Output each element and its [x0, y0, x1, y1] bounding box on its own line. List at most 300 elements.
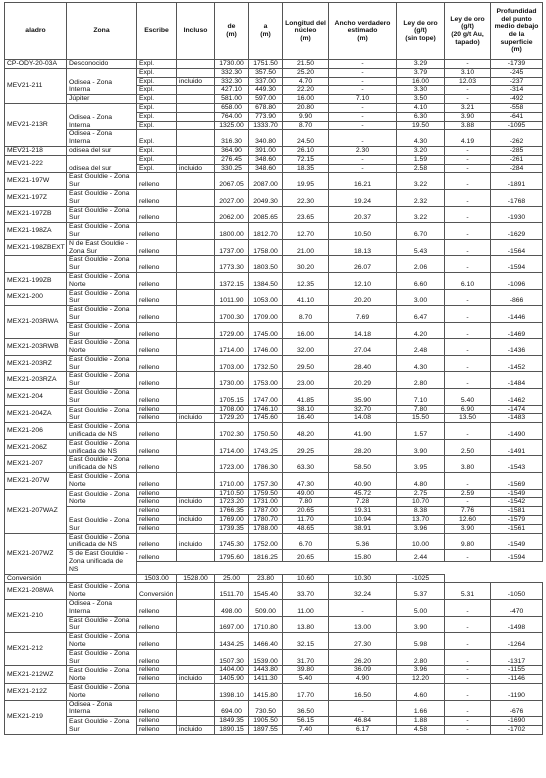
header-row [5, 3, 543, 60]
midpoint-depth-cell: -285 [491, 146, 543, 155]
core-length-cell: 8.70 [283, 306, 329, 323]
from-cell: 1723.20 [215, 498, 249, 507]
type-cell: relleno [137, 489, 177, 498]
true-width-cell: 58.50 [329, 456, 397, 473]
true-width-cell: - [329, 112, 397, 121]
true-width-cell: 7.10 [329, 95, 397, 104]
core-length-cell: 22.20 [283, 86, 329, 95]
type-cell: relleno [137, 306, 177, 323]
true-width-cell: 4.90 [329, 675, 397, 684]
type-cell: Conversión [137, 583, 177, 600]
midpoint-depth-cell: -492 [491, 95, 543, 104]
core-length-cell: 72.15 [283, 155, 329, 164]
midpoint-depth-cell: -314 [491, 86, 543, 95]
to-cell: 1384.50 [249, 272, 283, 289]
type-cell: relleno [137, 725, 177, 734]
gold-capped-cell: - [445, 339, 491, 356]
to-cell: 1466.40 [249, 633, 283, 650]
from-cell: 1890.15 [215, 725, 249, 734]
to-cell: 1745.00 [249, 322, 283, 339]
true-width-cell: 12.10 [329, 272, 397, 289]
gold-uncut-cell: 2.58 [397, 164, 445, 173]
gold-capped-cell: 3.21 [445, 103, 491, 112]
gold-uncut-cell: 15.50 [397, 414, 445, 423]
gold-capped-cell: - [445, 256, 491, 273]
table-row [5, 533, 543, 550]
type-cell: relleno [137, 439, 177, 456]
from-cell: 330.25 [215, 164, 249, 173]
core-length-cell: 29.50 [283, 355, 329, 372]
included-cell: incluido [177, 675, 215, 684]
gold-uncut-cell: 10.00 [397, 533, 445, 550]
to-cell: 1750.50 [249, 423, 283, 440]
type-cell: relleno [137, 189, 177, 206]
to-cell: 1752.00 [249, 533, 283, 550]
gold-capped-cell: - [445, 289, 491, 306]
hole-id-cell: MEV21-211 [5, 68, 67, 103]
true-width-cell: 23.80 [249, 574, 283, 583]
zone-cell: Júpiter [67, 95, 137, 104]
hole-id-cell: MEX21-203RWA [5, 306, 67, 339]
gold-uncut-cell: 10.60 [283, 574, 329, 583]
from-cell: 1729.20 [215, 414, 249, 423]
gold-uncut-cell: 5.98 [397, 633, 445, 650]
core-length-cell: 18.35 [283, 164, 329, 173]
from-cell: 1405.90 [215, 675, 249, 684]
included-cell: incluido [177, 516, 215, 525]
hole-id-cell: MEX21-210 [5, 600, 67, 633]
col-header-zone: Zona [67, 3, 137, 60]
gold-uncut-cell: 3.90 [397, 439, 445, 456]
zone-cell: East Gouldie - Zona Sur [67, 223, 137, 240]
gold-uncut-cell: 2.80 [397, 649, 445, 666]
to-cell: 1759.50 [249, 489, 283, 498]
type-cell: relleno [137, 405, 177, 414]
core-length-cell: 19.95 [283, 173, 329, 190]
hole-id-cell: MEX21-206 [5, 423, 67, 440]
midpoint-depth-cell: -558 [491, 103, 543, 112]
to-cell: 2085.65 [249, 206, 283, 223]
table-row [5, 600, 543, 617]
gold-capped-cell: - [445, 717, 491, 726]
type-cell: Expl. [137, 68, 177, 77]
hole-id-cell: MEX21-212WZ [5, 666, 67, 684]
to-cell: 1333.70 [249, 121, 283, 130]
zone-cell: East Gouldie - Zona Sur [67, 173, 137, 190]
hole-id-cell: MEX21-208WA [5, 583, 67, 600]
to-cell: 1751.50 [249, 60, 283, 69]
to-cell: 730.50 [249, 700, 283, 717]
midpoint-depth-cell: -1025 [397, 574, 445, 583]
table-row [5, 103, 543, 112]
type-cell: Expl. [137, 112, 177, 121]
type-cell: relleno [137, 600, 177, 617]
included-cell: incluido [177, 77, 215, 86]
gold-uncut-cell: 1.57 [397, 423, 445, 440]
true-width-cell: 28.40 [329, 355, 397, 372]
core-length-cell: 21.00 [283, 239, 329, 256]
zone-cell: Odisea - Zona Interna [67, 130, 137, 147]
from-cell: 1800.00 [215, 223, 249, 240]
hole-id-cell: MEX21-207W [5, 473, 67, 490]
zone-cell: East Gouldie - Zona Sur [67, 372, 137, 389]
gold-uncut-cell: 5.43 [397, 239, 445, 256]
gold-uncut-cell: 6.70 [397, 223, 445, 240]
hole-id-cell: MEX21-204ZA [5, 405, 67, 423]
type-cell: relleno [137, 173, 177, 190]
core-length-cell: 16.40 [283, 414, 329, 423]
table-row [5, 633, 543, 650]
table-row [5, 146, 543, 155]
midpoint-depth-cell: -1549 [491, 533, 543, 550]
hole-id-cell: MEX21-204 [5, 389, 67, 406]
from-cell: 1745.30 [215, 533, 249, 550]
gold-uncut-cell: 3.96 [397, 524, 445, 533]
gold-capped-cell: - [445, 306, 491, 323]
from-cell: 1849.35 [215, 717, 249, 726]
true-width-cell: - [329, 68, 397, 77]
gold-capped-cell: - [445, 164, 491, 173]
gold-uncut-cell: 3.79 [397, 68, 445, 77]
gold-uncut-cell: 2.06 [397, 256, 445, 273]
zone-cell: East Gouldie - Zona Norte [67, 666, 137, 684]
table-row [5, 289, 543, 306]
from-cell: 581.00 [215, 95, 249, 104]
included-cell [177, 256, 215, 273]
to-cell: 1746.00 [249, 339, 283, 356]
zone-cell: East Gouldie - Zona Sur [67, 256, 137, 273]
included-cell [177, 189, 215, 206]
zone-cell: East Gouldie - Zona Sur [67, 322, 137, 339]
type-cell: relleno [137, 717, 177, 726]
from-cell: 1434.25 [215, 633, 249, 650]
table-row [5, 189, 543, 206]
core-length-cell: 6.70 [283, 533, 329, 550]
to-cell: 340.80 [249, 130, 283, 147]
from-cell: 1739.35 [215, 524, 249, 533]
to-cell: 391.00 [249, 146, 283, 155]
true-width-cell: 16.21 [329, 173, 397, 190]
gold-capped-cell: 3.90 [445, 112, 491, 121]
from-cell: 1769.00 [215, 516, 249, 525]
gold-capped-cell: 3.10 [445, 68, 491, 77]
type-cell: Expl. [137, 155, 177, 164]
core-length-cell: 32.15 [283, 633, 329, 650]
gold-uncut-cell: 6.47 [397, 306, 445, 323]
included-cell [177, 155, 215, 164]
table-row [5, 574, 543, 583]
gold-capped-cell: 2.50 [445, 439, 491, 456]
table-row [5, 649, 543, 666]
included-cell [177, 95, 215, 104]
hole-id-cell: MEX21-199ZB [5, 272, 67, 289]
table-row [5, 372, 543, 389]
gold-capped-cell: - [445, 372, 491, 389]
row-spacer [137, 562, 543, 574]
gold-capped-cell: - [445, 86, 491, 95]
hole-id-cell: CP-ODY-20-03A [5, 60, 67, 69]
from-cell: 1705.15 [215, 389, 249, 406]
gold-uncut-cell: 5.00 [397, 600, 445, 617]
included-cell: incluido [177, 533, 215, 550]
gold-uncut-cell: 3.30 [397, 86, 445, 95]
gold-uncut-cell: 2.32 [397, 189, 445, 206]
core-length-cell: 47.30 [283, 473, 329, 490]
included-cell [177, 60, 215, 69]
gold-capped-cell: 5.31 [445, 583, 491, 600]
col-header-gold-capped: Ley de oro (g/t) (20 g/t Au, tapado) [445, 3, 491, 60]
to-cell: 2087.00 [249, 173, 283, 190]
to-cell: 597.00 [249, 95, 283, 104]
zone-cell: East Gouldie - Zona Sur [67, 405, 137, 423]
included-cell [177, 600, 215, 617]
core-length-cell: 5.40 [283, 675, 329, 684]
gold-uncut-cell: 19.50 [397, 121, 445, 130]
type-cell: Expl. [137, 103, 177, 112]
included-cell [177, 223, 215, 240]
core-length-cell: 63.30 [283, 456, 329, 473]
table-row [5, 272, 543, 289]
to-cell: 357.50 [249, 68, 283, 77]
zone-cell: East Gouldie - Zona Norte [67, 473, 137, 490]
zone-cell: East Gouldie - Zona Sur [67, 289, 137, 306]
type-cell: relleno [137, 616, 177, 633]
true-width-cell: 27.04 [329, 339, 397, 356]
gold-uncut-cell: 7.10 [397, 389, 445, 406]
type-cell: relleno [137, 223, 177, 240]
to-cell: 1443.80 [249, 666, 283, 675]
col-header-from: de (m) [215, 3, 249, 60]
to-cell: 678.80 [249, 103, 283, 112]
core-length-cell: 7.40 [283, 725, 329, 734]
midpoint-depth-cell: -1543 [491, 456, 543, 473]
table-body [5, 60, 543, 735]
to-cell: 1709.00 [249, 306, 283, 323]
zone-cell: East Gouldie - Zona Norte [67, 633, 137, 650]
from-cell: 1372.15 [215, 272, 249, 289]
type-cell: Expl. [137, 121, 177, 130]
core-length-cell: 16.00 [283, 95, 329, 104]
midpoint-depth-cell: -470 [491, 600, 543, 617]
from-cell: 1773.30 [215, 256, 249, 273]
type-cell: relleno [137, 498, 177, 507]
from-cell: 1700.30 [215, 306, 249, 323]
core-length-cell: 48.20 [283, 423, 329, 440]
gold-uncut-cell: 1.88 [397, 717, 445, 726]
type-cell: relleno [137, 550, 177, 562]
table-row [5, 306, 543, 323]
from-cell: 1507.30 [215, 649, 249, 666]
included-cell [177, 173, 215, 190]
core-length-cell: 7.80 [283, 498, 329, 507]
to-cell: 1803.50 [249, 256, 283, 273]
included-cell [177, 507, 215, 516]
core-length-cell: 12.70 [283, 223, 329, 240]
included-cell [177, 339, 215, 356]
gold-capped-cell: - [445, 666, 491, 675]
from-cell: 2062.00 [215, 206, 249, 223]
core-length-cell: 20.80 [283, 103, 329, 112]
gold-capped-cell: 3.80 [445, 456, 491, 473]
gold-uncut-cell: 6.60 [397, 272, 445, 289]
included-cell [177, 423, 215, 440]
included-cell [177, 130, 215, 147]
true-width-cell: - [329, 121, 397, 130]
table-row [5, 355, 543, 372]
true-width-cell: 40.90 [329, 473, 397, 490]
type-cell: relleno [137, 289, 177, 306]
midpoint-depth-cell: -1146 [491, 675, 543, 684]
drill-results-table [4, 2, 543, 735]
core-length-cell: 30.20 [283, 256, 329, 273]
included-cell [177, 372, 215, 389]
gold-capped-cell: - [445, 95, 491, 104]
type-cell: relleno [137, 649, 177, 666]
gold-capped-cell: 9.80 [445, 533, 491, 550]
midpoint-depth-cell: -1498 [491, 616, 543, 633]
to-cell: 1905.50 [249, 717, 283, 726]
to-cell: 1747.00 [249, 389, 283, 406]
midpoint-depth-cell: -1462 [491, 389, 543, 406]
from-cell: 1729.00 [215, 322, 249, 339]
true-width-cell: 7.28 [329, 498, 397, 507]
midpoint-depth-cell: -1484 [491, 372, 543, 389]
gold-capped-cell: 12.60 [445, 516, 491, 525]
gold-capped-cell: 5.40 [445, 389, 491, 406]
true-width-cell: 32.70 [329, 405, 397, 414]
core-length-cell: 31.70 [283, 649, 329, 666]
from-cell: 1737.00 [215, 239, 249, 256]
zone-cell: S de East Gouldie - Zona unificada de NS [67, 550, 137, 574]
to-cell: 509.00 [249, 600, 283, 617]
type-cell: relleno [137, 272, 177, 289]
gold-uncut-cell: 6.30 [397, 112, 445, 121]
included-cell [177, 473, 215, 490]
type-cell: Expl. [137, 77, 177, 86]
zone-cell: East Gouldie - Zona unificada de NS [67, 456, 137, 473]
from-cell: 2027.00 [215, 189, 249, 206]
hole-id-cell: MEX21-203RWB [5, 339, 67, 356]
included-cell [177, 103, 215, 112]
zone-cell: East Gouldie - Zona Sur [67, 189, 137, 206]
type-cell: relleno [137, 423, 177, 440]
included-cell: incluido [177, 725, 215, 734]
type-cell: Expl. [137, 130, 177, 147]
from-cell: 1511.70 [215, 583, 249, 600]
gold-uncut-cell: 3.22 [397, 173, 445, 190]
from-cell: 332.30 [215, 68, 249, 77]
table-row [5, 223, 543, 240]
zone-cell: East Gouldie - Zona Norte [67, 339, 137, 356]
type-cell: relleno [137, 666, 177, 675]
zone-cell: Odisea - Zona Interna [67, 700, 137, 717]
true-width-cell: - [329, 700, 397, 717]
type-cell: Expl. [137, 146, 177, 155]
core-length-cell: 20.65 [283, 507, 329, 516]
zone-cell: East Gouldie - Zona Sur [67, 616, 137, 633]
from-cell: 1708.00 [215, 405, 249, 414]
gold-uncut-cell: 4.10 [397, 103, 445, 112]
true-width-cell: - [329, 86, 397, 95]
included-cell [177, 666, 215, 675]
true-width-cell: - [329, 103, 397, 112]
true-width-cell: 7.69 [329, 306, 397, 323]
true-width-cell: 14.08 [329, 414, 397, 423]
type-cell: relleno [137, 322, 177, 339]
gold-uncut-cell: 3.50 [397, 95, 445, 104]
included-cell [177, 633, 215, 650]
core-length-cell: 29.25 [283, 439, 329, 456]
table-row [5, 700, 543, 717]
to-cell: 1787.00 [249, 507, 283, 516]
from-cell: 1710.50 [215, 489, 249, 498]
midpoint-depth-cell: -1579 [491, 516, 543, 525]
to-cell: 1788.00 [249, 524, 283, 533]
hole-id-cell: MEV21-222 [5, 155, 67, 173]
zone-cell: East Gouldie - Zona Norte [67, 489, 137, 507]
included-cell: incluido [177, 414, 215, 423]
to-cell: 1746.10 [249, 405, 283, 414]
core-length-cell: 38.10 [283, 405, 329, 414]
true-width-cell: 26.20 [329, 649, 397, 666]
to-cell: 1780.70 [249, 516, 283, 525]
gold-capped-cell: 12.03 [445, 77, 491, 86]
type-cell: relleno [137, 239, 177, 256]
zone-cell: East Gouldie - Zona Norte [67, 272, 137, 289]
gold-uncut-cell: 4.60 [397, 683, 445, 700]
midpoint-depth-cell: -1095 [491, 121, 543, 130]
to-cell: 1415.80 [249, 683, 283, 700]
gold-capped-cell: 7.76 [445, 507, 491, 516]
true-width-cell: 15.80 [329, 550, 397, 562]
midpoint-depth-cell: -676 [491, 700, 543, 717]
core-length-cell: 17.70 [283, 683, 329, 700]
midpoint-depth-cell: -1096 [491, 272, 543, 289]
midpoint-depth-cell: -1702 [491, 725, 543, 734]
midpoint-depth-cell: -1594 [491, 550, 543, 562]
table-row [5, 423, 543, 440]
included-cell [177, 289, 215, 306]
from-cell: 1011.90 [215, 289, 249, 306]
included-cell [177, 86, 215, 95]
core-length-cell: 11.70 [283, 516, 329, 525]
gold-uncut-cell: 3.29 [397, 60, 445, 69]
gold-uncut-cell: 2.80 [397, 372, 445, 389]
midpoint-depth-cell: -1561 [491, 524, 543, 533]
gold-uncut-cell: 10.70 [397, 498, 445, 507]
included-cell [177, 683, 215, 700]
table-row [5, 439, 543, 456]
midpoint-depth-cell: -1474 [491, 405, 543, 414]
true-width-cell: 10.50 [329, 223, 397, 240]
hole-id-cell: MEX21-200 [5, 289, 67, 306]
zone-cell: East Gouldie - Zona Norte [67, 683, 137, 700]
zone-cell: East Gouldie - Zona Sur [67, 507, 137, 533]
true-width-cell: 27.30 [329, 633, 397, 650]
from-cell: 1325.00 [215, 121, 249, 130]
hole-id-cell: MEX21-203RZA [5, 372, 67, 389]
hole-id-cell: MEX21-219 [5, 700, 67, 734]
midpoint-depth-cell: -1190 [491, 683, 543, 700]
from-cell: 1702.30 [215, 423, 249, 440]
core-length-cell: 33.70 [283, 583, 329, 600]
true-width-cell: - [329, 77, 397, 86]
midpoint-depth-cell: -1446 [491, 306, 543, 323]
midpoint-depth-cell: -1542 [491, 498, 543, 507]
zone-cell: East Gouldie - Zona Sur [67, 649, 137, 666]
included-cell [177, 439, 215, 456]
from-cell: 764.00 [215, 112, 249, 121]
